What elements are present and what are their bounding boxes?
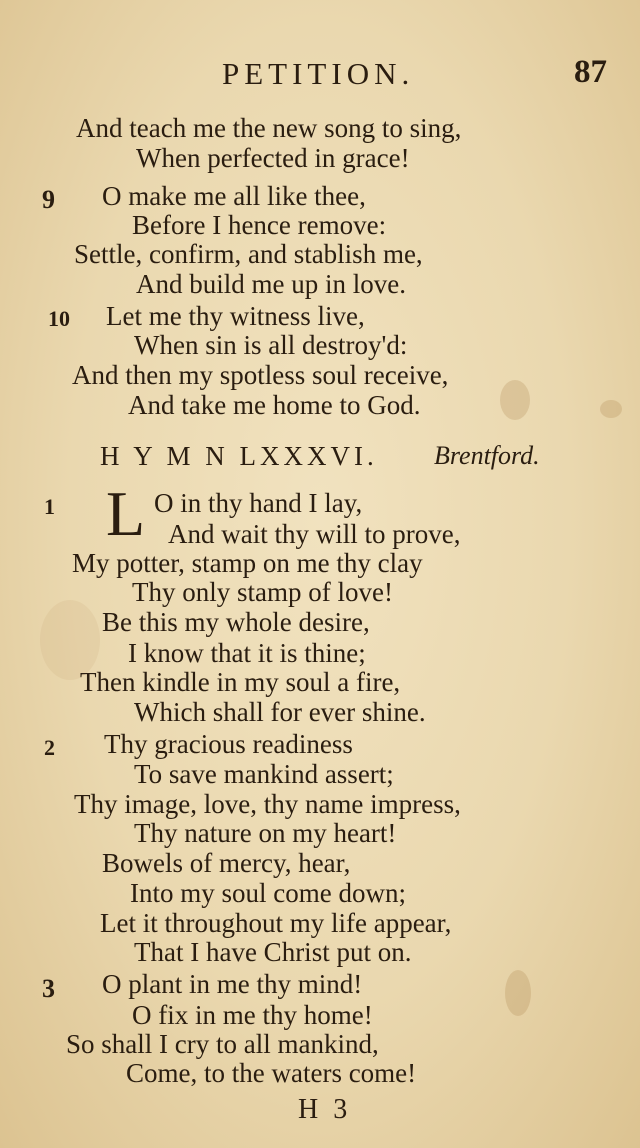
hymn-heading: H Y M N LXXXVI. [100,441,378,471]
signature-mark: H 3 [298,1094,352,1125]
verse-line: To save mankind assert; [134,759,394,789]
hymn-tune: Brentford. [434,441,540,470]
verse-line: O in thy hand I lay, [154,488,363,518]
verse-line: Thy gracious readiness [104,729,353,759]
running-title: PETITION. [222,56,415,91]
stanza-number: 2 [44,735,55,760]
verse-line: And build me up in love. [136,269,406,299]
stanza-number: 9 [42,185,55,214]
verse-line: O fix in me thy home! [132,1000,373,1030]
verse-line: And then my spotless soul receive, [72,360,449,390]
verse-line: When perfected in grace! [136,143,410,173]
stanza-number: 10 [48,306,70,331]
stanza-number: 3 [42,974,55,1003]
verse-line: And take me home to God. [128,390,421,420]
drop-cap: L [106,478,146,549]
verse-line: Let me thy witness live, [106,301,365,331]
verse-line: Into my soul come down; [130,878,406,908]
paper-stain [500,380,530,420]
verse-line: I know that it is thine; [128,638,366,668]
verse-line: And teach me the new song to sing, [76,113,462,143]
verse-line: Thy only stamp of love! [132,577,393,607]
verse-line: Which shall for ever shine. [134,697,426,727]
verse-line: O make me all like thee, [102,181,366,211]
verse-line: Thy image, love, thy name impress, [74,789,461,819]
verse-line: Be this my whole desire, [102,607,370,637]
verse-line: So shall I cry to all mankind, [66,1029,379,1059]
verse-line: Thy nature on my heart! [134,818,397,848]
verse-line: When sin is all destroy'd: [134,330,408,360]
page-number: 87 [574,54,607,90]
page-header [0,56,640,96]
verse-line: Before I hence remove: [132,210,387,240]
verse-line: Let it throughout my life appear, [100,908,452,938]
paper-stain [505,970,531,1016]
verse-line: My potter, stamp on me thy clay [72,548,423,578]
verse-line: Settle, confirm, and stablish me, [74,239,423,269]
verse-line: Come, to the waters come! [126,1058,417,1088]
paper-stain [600,400,622,418]
verse-line: O plant in me thy mind! [102,969,363,999]
verse-line: That I have Christ put on. [134,937,412,967]
verse-line: Then kindle in my soul a fire, [80,667,401,697]
stanza-number: 1 [44,494,55,519]
verse-line: And wait thy will to prove, [168,519,461,549]
hymn-title [0,441,640,475]
verse-line: Bowels of mercy, hear, [102,848,351,878]
